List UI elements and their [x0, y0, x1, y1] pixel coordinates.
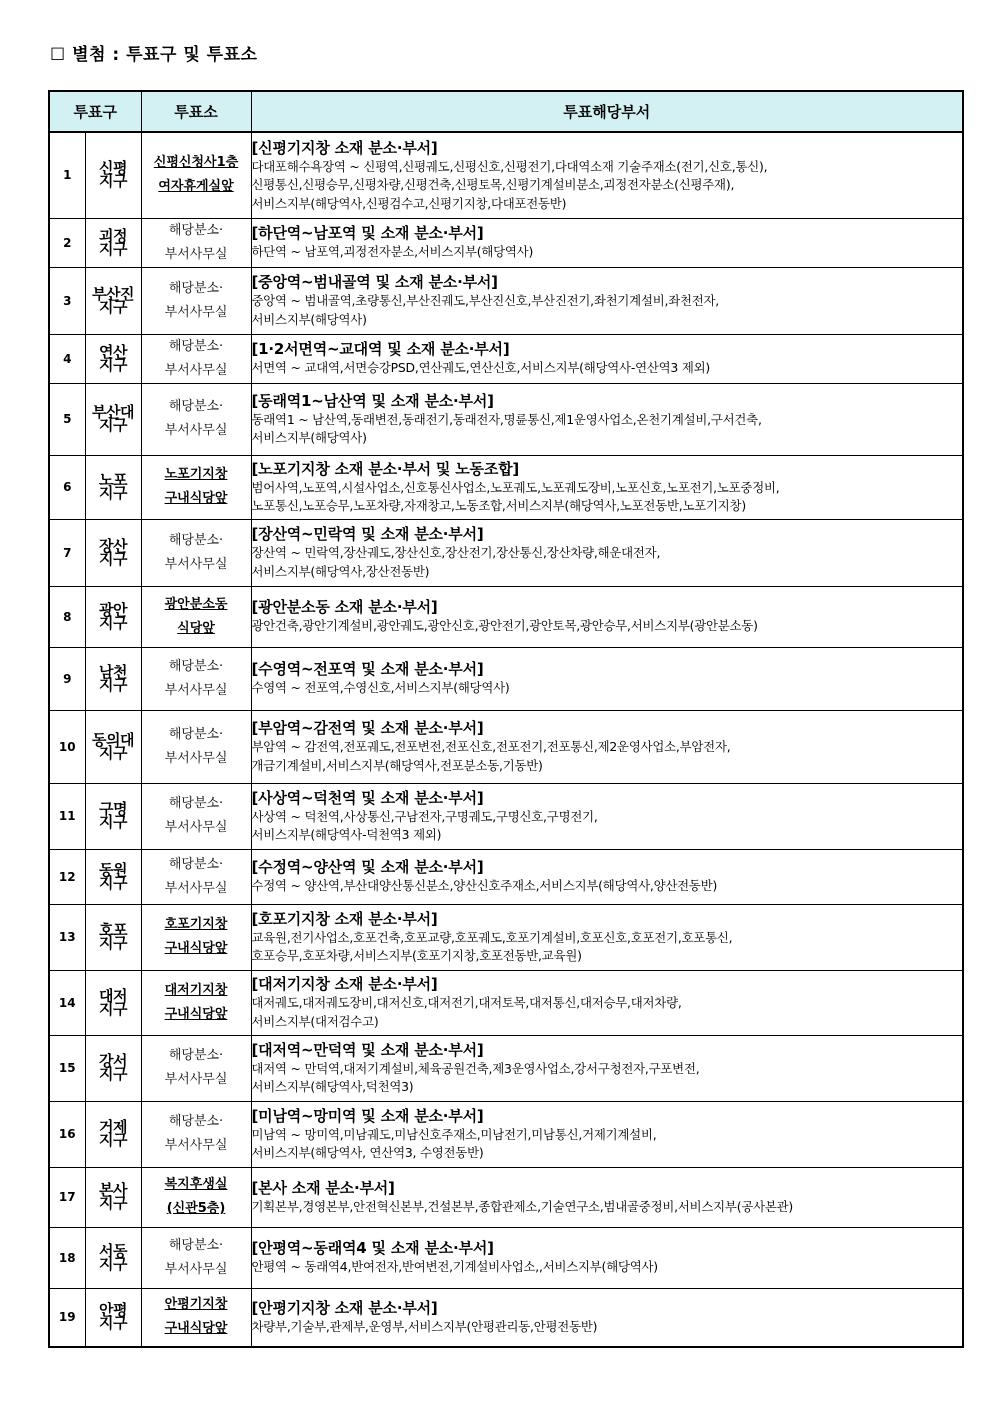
table-row: [49, 586, 963, 647]
district-name-line: 지구: [99, 416, 127, 434]
row-number: 12: [49, 849, 85, 904]
polling-place-line: 구내식당앞: [164, 491, 228, 506]
table-row: [49, 1227, 963, 1288]
polling-place-line: 부서사무실: [164, 750, 228, 766]
department-heading: [하단역~남포역 및 소재 분소·부서]: [251, 224, 484, 243]
polling-place-line: 여자휴게실앞: [158, 179, 234, 195]
department-line: 하단역 ~ 남포역,괴정전자분소,서비스지부(해당역사): [251, 244, 534, 260]
department-line: 서비스지부(해당역사,신평검수고,신평기지창,다대포전동반): [251, 195, 567, 211]
polling-place-line: 해당분소·: [168, 726, 224, 742]
department-heading: [사상역~덕천역 및 소재 분소·부서]: [251, 788, 484, 807]
district-name: [85, 783, 141, 849]
polling-place-line: 해당분소·: [168, 1114, 224, 1129]
polling-place-line: 부서사무실: [164, 1138, 228, 1153]
polling-place: [141, 647, 251, 710]
department-heading: [수영역~전포역 및 소재 분소·부서]: [251, 660, 484, 679]
district-name-line: 지구: [99, 1194, 127, 1212]
department-list: [251, 783, 963, 849]
district-name: [85, 1167, 141, 1227]
department-line: 대저역 ~ 만덕역,대저기계설비,체육공원건축,제3운영사업소,강서구청전자,구포변전,: [251, 1060, 700, 1076]
row-number: 19: [49, 1288, 85, 1347]
district-name-line: 지구: [99, 999, 127, 1018]
district-name-line: 지구: [99, 484, 127, 502]
district-name: [85, 218, 141, 267]
table-row: [49, 783, 963, 849]
department-line: 서비스지부(대저검수고): [251, 1013, 379, 1029]
district-name-line: 구명: [99, 800, 127, 818]
polling-place: [141, 586, 251, 647]
table-row: [49, 218, 963, 267]
department-list: [251, 1227, 963, 1288]
department-heading: [1·2서면역~교대역 및 소재 분소·부서]: [251, 340, 510, 359]
polling-place-line: 부서사무실: [164, 362, 228, 378]
district-name: [85, 1288, 141, 1347]
polling-place: [141, 132, 251, 218]
row-number: 11: [49, 783, 85, 849]
department-heading: [호포기지창 소재 분소·부서]: [251, 909, 438, 928]
polling-place-line: 해당분소·: [168, 796, 224, 811]
district-name-line: 지구: [99, 873, 127, 892]
district-name: [85, 1101, 141, 1167]
district-name: [85, 132, 141, 218]
table-row: [49, 383, 963, 455]
district-name: [85, 970, 141, 1035]
district-name-line: 지구: [99, 239, 127, 258]
polling-place-line: 부서사무실: [164, 556, 228, 572]
row-number: 8: [49, 586, 85, 647]
department-heading: [안평기지창 소재 분소·부서]: [251, 1299, 438, 1317]
district-name: [85, 1035, 141, 1101]
department-list: [251, 647, 963, 710]
row-number: 13: [49, 904, 85, 970]
header-district: 투표구: [49, 91, 141, 132]
district-name: [85, 904, 141, 970]
table-row: [49, 970, 963, 1035]
polling-place: [141, 519, 251, 586]
district-name-line: 지구: [99, 1314, 127, 1333]
district-name-line: 안평: [99, 1301, 127, 1320]
polling-place-line: 구내식당앞: [164, 941, 228, 956]
polling-place: [141, 334, 251, 383]
department-heading: [장산역~민락역 및 소재 분소·부서]: [251, 525, 484, 543]
polling-place-line: 부서사무실: [164, 1072, 228, 1087]
district-name-line: 본사: [99, 1181, 127, 1199]
table-row: [49, 455, 963, 519]
polling-place-line: 해당분소·: [168, 1237, 224, 1253]
polling-place-line: 식당앞: [177, 620, 215, 636]
department-list: [251, 904, 963, 970]
district-name-line: 지구: [99, 934, 127, 952]
department-list: [251, 1101, 963, 1167]
row-number: 10: [49, 710, 85, 783]
department-line: 다대포해수욕장역 ~ 신평역,신평궤도,신평신호,신평전기,다대역소재 기술주재소(전기,신호,통신),: [251, 158, 768, 174]
polling-place-line: 노포기지창: [164, 467, 228, 482]
district-name-line: 거제: [99, 1118, 127, 1136]
district-name-line: 지구: [99, 1131, 127, 1149]
department-line: 서비스지부(해당역사-덕천역3 제외): [251, 827, 442, 842]
district-name-line: 지구: [99, 743, 127, 762]
department-line: 노포통신,노포승무,노포차량,자재창고,노동조합,서비스지부(해당역사,노포전동반,노포기지창): [251, 498, 746, 513]
department-list: [251, 586, 963, 647]
department-list: [251, 519, 963, 586]
district-name-line: 대저: [99, 986, 127, 1005]
department-heading: [미남역~망미역 및 소재 분소·부서]: [251, 1106, 484, 1125]
table-row: [49, 334, 963, 383]
district-name-line: 연산: [99, 342, 127, 361]
department-list: [251, 710, 963, 783]
department-list: [251, 1288, 963, 1347]
department-list: [251, 383, 963, 455]
polling-place-line: 구내식당앞: [164, 1321, 228, 1337]
district-name-line: 호포: [99, 921, 127, 939]
department-list: [251, 970, 963, 1035]
polling-place-line: 해당분소·: [168, 222, 224, 238]
district-name: [85, 519, 141, 586]
district-name-line: 노포: [99, 471, 127, 489]
district-name-line: 지구: [99, 297, 127, 316]
district-name-line: 부산진: [92, 284, 134, 303]
polling-place: [141, 267, 251, 334]
polling-place-line: 해당분소·: [168, 856, 224, 872]
row-number: 1: [49, 132, 85, 218]
department-list: [251, 132, 963, 218]
row-number: 17: [49, 1167, 85, 1227]
district-name: [85, 334, 141, 383]
department-line: 차량부,기술부,관제부,운영부,서비스지부(안평관리동,안평전동반): [251, 1319, 598, 1334]
polling-place-line: 복지후생실: [164, 1177, 228, 1192]
district-name-line: 신평: [99, 159, 127, 178]
department-list: [251, 455, 963, 519]
department-heading: [본사 소재 분소·부서]: [251, 1178, 395, 1197]
row-number: 14: [49, 970, 85, 1035]
polling-place: [141, 849, 251, 904]
department-line: 동래역1 ~ 남산역,동래변전,동래전기,동래전자,명륜통신,제1운영사업소,온천기계설비,구서건축,: [251, 411, 762, 427]
polling-place: [141, 970, 251, 1035]
polling-place-line: 부서사무실: [164, 820, 228, 835]
department-line: 수영역 ~ 전포역,수영신호,서비스지부(해당역사): [251, 680, 510, 696]
table-row: [49, 647, 963, 710]
polling-place-line: 해당분소·: [168, 399, 224, 414]
department-line: 대저궤도,대저궤도장비,대저신호,대저전기,대저토목,대저통신,대저승무,대저차량,: [251, 995, 682, 1010]
department-line: 서비스지부(해당역사, 연산역3, 수영전동반): [251, 1145, 484, 1160]
department-heading: [중앙역~범내골역 및 소재 분소·부서]: [251, 273, 498, 291]
polling-place-line: 해당분소·: [168, 658, 224, 674]
district-name: [85, 586, 141, 647]
department-heading: [대저기지창 소재 분소·부서]: [251, 975, 438, 993]
polling-place-line: 광안분소동: [164, 596, 228, 612]
polling-place-line: 부서사무실: [164, 304, 228, 320]
department-line: 광안건축,광안기계설비,광안궤도,광안신호,광안전기,광안토목,광안승무,서비스지부(광안분소동): [251, 618, 758, 634]
department-list: [251, 334, 963, 383]
department-line: 개금기계설비,서비스지부(해당역사,전포분소동,기동반): [251, 757, 543, 773]
department-line: 서비스지부(해당역사): [251, 430, 367, 445]
district-name: [85, 383, 141, 455]
polling-place-line: 호포기지창: [164, 917, 228, 932]
district-name-line: 장산: [99, 536, 127, 555]
department-line: 서비스지부(해당역사,장산전동반): [251, 563, 430, 579]
page-title: ☐ 별첨 : 투표구 및 투표소: [50, 45, 258, 65]
district-name: [85, 267, 141, 334]
table-body: [49, 132, 963, 1347]
table-row: [49, 1101, 963, 1167]
district-name-line: 남천: [99, 662, 127, 681]
polling-place: [141, 783, 251, 849]
department-line: 범어사역,노포역,시설사업소,신호통신사업소,노포궤도,노포궤도장비,노포신호,노포전기,노포중정비,: [251, 479, 780, 495]
row-number: 6: [49, 455, 85, 519]
polling-place-line: 부서사무실: [164, 1261, 228, 1277]
table-row: [49, 1035, 963, 1101]
polling-place-line: 부서사무실: [164, 246, 228, 262]
polling-place: [141, 1101, 251, 1167]
table-row: [49, 132, 963, 218]
polling-place-line: 해당분소·: [168, 1048, 224, 1063]
department-line: 장산역 ~ 민락역,장산궤도,장산신호,장산전기,장산통신,장산차량,해운대전자,: [251, 545, 661, 560]
row-number: 5: [49, 383, 85, 455]
polling-place-line: 대저기지창: [164, 982, 228, 998]
department-line: 부암역 ~ 감전역,전포궤도,전포변전,전포신호,전포전기,전포통신,제2운영사업소,부암전자,: [251, 739, 731, 754]
district-name: [85, 647, 141, 710]
polling-place-line: 부서사무실: [164, 423, 228, 438]
department-list: [251, 218, 963, 267]
department-heading: [안평역~동래역4 및 소재 분소·부서]: [251, 1239, 494, 1258]
department-line: 수정역 ~ 양산역,부산대양산통신분소,양산신호주재소,서비스지부(해당역사,양산전동반): [251, 878, 718, 894]
district-name-line: 광안: [99, 600, 127, 619]
table-row: [49, 904, 963, 970]
district-name: [85, 849, 141, 904]
row-number: 16: [49, 1101, 85, 1167]
polling-place-line: 구내식당앞: [164, 1006, 228, 1022]
department-line: 기획본부,경영본부,안전혁신본부,건설본부,종합관제소,기술연구소,범내골중정비,서비스지부(공사본관): [251, 1198, 794, 1214]
district-name-line: 지구: [99, 1254, 127, 1273]
department-line: 서비스지부(해당역사,덕천역3): [251, 1079, 414, 1094]
district-name-line: 괴정: [99, 226, 127, 245]
district-name-line: 지구: [99, 355, 127, 374]
row-number: 3: [49, 267, 85, 334]
department-line: 안평역 ~ 동래역4,반여전자,반여변전,기계설비사업소,,서비스지부(해당역사): [251, 1259, 658, 1275]
department-heading: [동래역1~남산역 및 소재 분소·부서]: [251, 391, 494, 410]
department-line: 교육원,전기사업소,호포건축,호포교량,호포궤도,호포기계설비,호포신호,호포전기,호포통신,: [251, 929, 733, 945]
row-number: 18: [49, 1227, 85, 1288]
row-number: 7: [49, 519, 85, 586]
row-number: 4: [49, 334, 85, 383]
polling-place-line: 해당분소·: [168, 338, 224, 354]
department-line: 신평통신,신평승무,신평차량,신평건축,신평토목,신평기계설비분소,괴정전자분소(신평주재),: [251, 177, 735, 192]
department-heading: [수정역~양산역 및 소재 분소·부서]: [251, 858, 484, 877]
row-number: 15: [49, 1035, 85, 1101]
department-heading: [대저역~만덕역 및 소재 분소·부서]: [251, 1040, 484, 1059]
district-name: [85, 1227, 141, 1288]
district-name: [85, 710, 141, 783]
polling-table: [48, 90, 964, 1348]
department-list: [251, 849, 963, 904]
district-name-line: 부산대: [92, 403, 134, 421]
department-line: 사상역 ~ 덕천역,사상통신,구남전자,구명궤도,구명신호,구명전기,: [251, 808, 598, 824]
polling-place: [141, 218, 251, 267]
department-list: [251, 1035, 963, 1101]
polling-place: [141, 1035, 251, 1101]
polling-place: [141, 710, 251, 783]
department-line: 미남역 ~ 망미역,미남궤도,미남신호주재소,미남전기,미남통신,거제기계설비,: [251, 1126, 657, 1142]
table-header-row: [49, 91, 963, 132]
polling-place-line: 해당분소·: [168, 532, 224, 548]
department-list: [251, 1167, 963, 1227]
district-name: [85, 455, 141, 519]
table-row: [49, 519, 963, 586]
district-name-line: 지구: [99, 613, 127, 632]
district-name-line: 동원: [99, 860, 127, 879]
polling-place: [141, 455, 251, 519]
row-number: 9: [49, 647, 85, 710]
polling-place-line: 안평기지창: [164, 1297, 228, 1313]
table-row: [49, 710, 963, 783]
district-name-line: 지구: [99, 813, 127, 831]
department-heading: [광안분소동 소재 분소·부서]: [251, 598, 438, 617]
row-number: 2: [49, 218, 85, 267]
department-heading: [노포기지창 소재 분소·부서 및 노동조합]: [251, 459, 520, 478]
department-heading: [부암역~감전역 및 소재 분소·부서]: [251, 719, 484, 737]
department-list: [251, 267, 963, 334]
table-row: [49, 849, 963, 904]
table-row: [49, 1288, 963, 1347]
district-name-line: 지구: [99, 549, 127, 568]
polling-place: [141, 383, 251, 455]
department-heading: [신평기지창 소재 분소·부서]: [251, 138, 438, 157]
department-line: 서비스지부(해당역사): [251, 311, 367, 327]
district-name-line: 동의대: [92, 730, 134, 749]
header-place: 투표소: [141, 91, 251, 132]
polling-place: [141, 1167, 251, 1227]
polling-place-line: 신평신청사1층: [153, 155, 239, 171]
table-row: [49, 267, 963, 334]
district-name-line: 지구: [99, 172, 127, 191]
header-depts: 투표해당부서: [251, 91, 963, 132]
polling-place-line: 해당분소·: [168, 280, 224, 296]
polling-place-line: 부서사무실: [164, 880, 228, 896]
polling-place: [141, 1227, 251, 1288]
district-name-line: 서동: [99, 1241, 127, 1260]
district-name-line: 지구: [99, 675, 127, 694]
polling-place-line: 부서사무실: [164, 682, 228, 698]
district-name-line: 지구: [99, 1065, 127, 1083]
polling-place: [141, 1288, 251, 1347]
department-line: 호포승무,호포차량,서비스지부(호포기지창,호포전동반,교육원): [251, 948, 582, 963]
table-row: [49, 1167, 963, 1227]
polling-place-line: (신관5층): [166, 1201, 226, 1216]
polling-place: [141, 904, 251, 970]
department-line: 서면역 ~ 교대역,서면승강PSD,연산궤도,연산신호,서비스지부(해당역사-연산역3 제외): [251, 360, 710, 376]
district-name-line: 강서: [99, 1052, 127, 1070]
department-line: 중앙역 ~ 범내골역,초량통신,부산진궤도,부산진신호,부산진전기,좌천기계설비,좌천전자,: [251, 293, 720, 308]
